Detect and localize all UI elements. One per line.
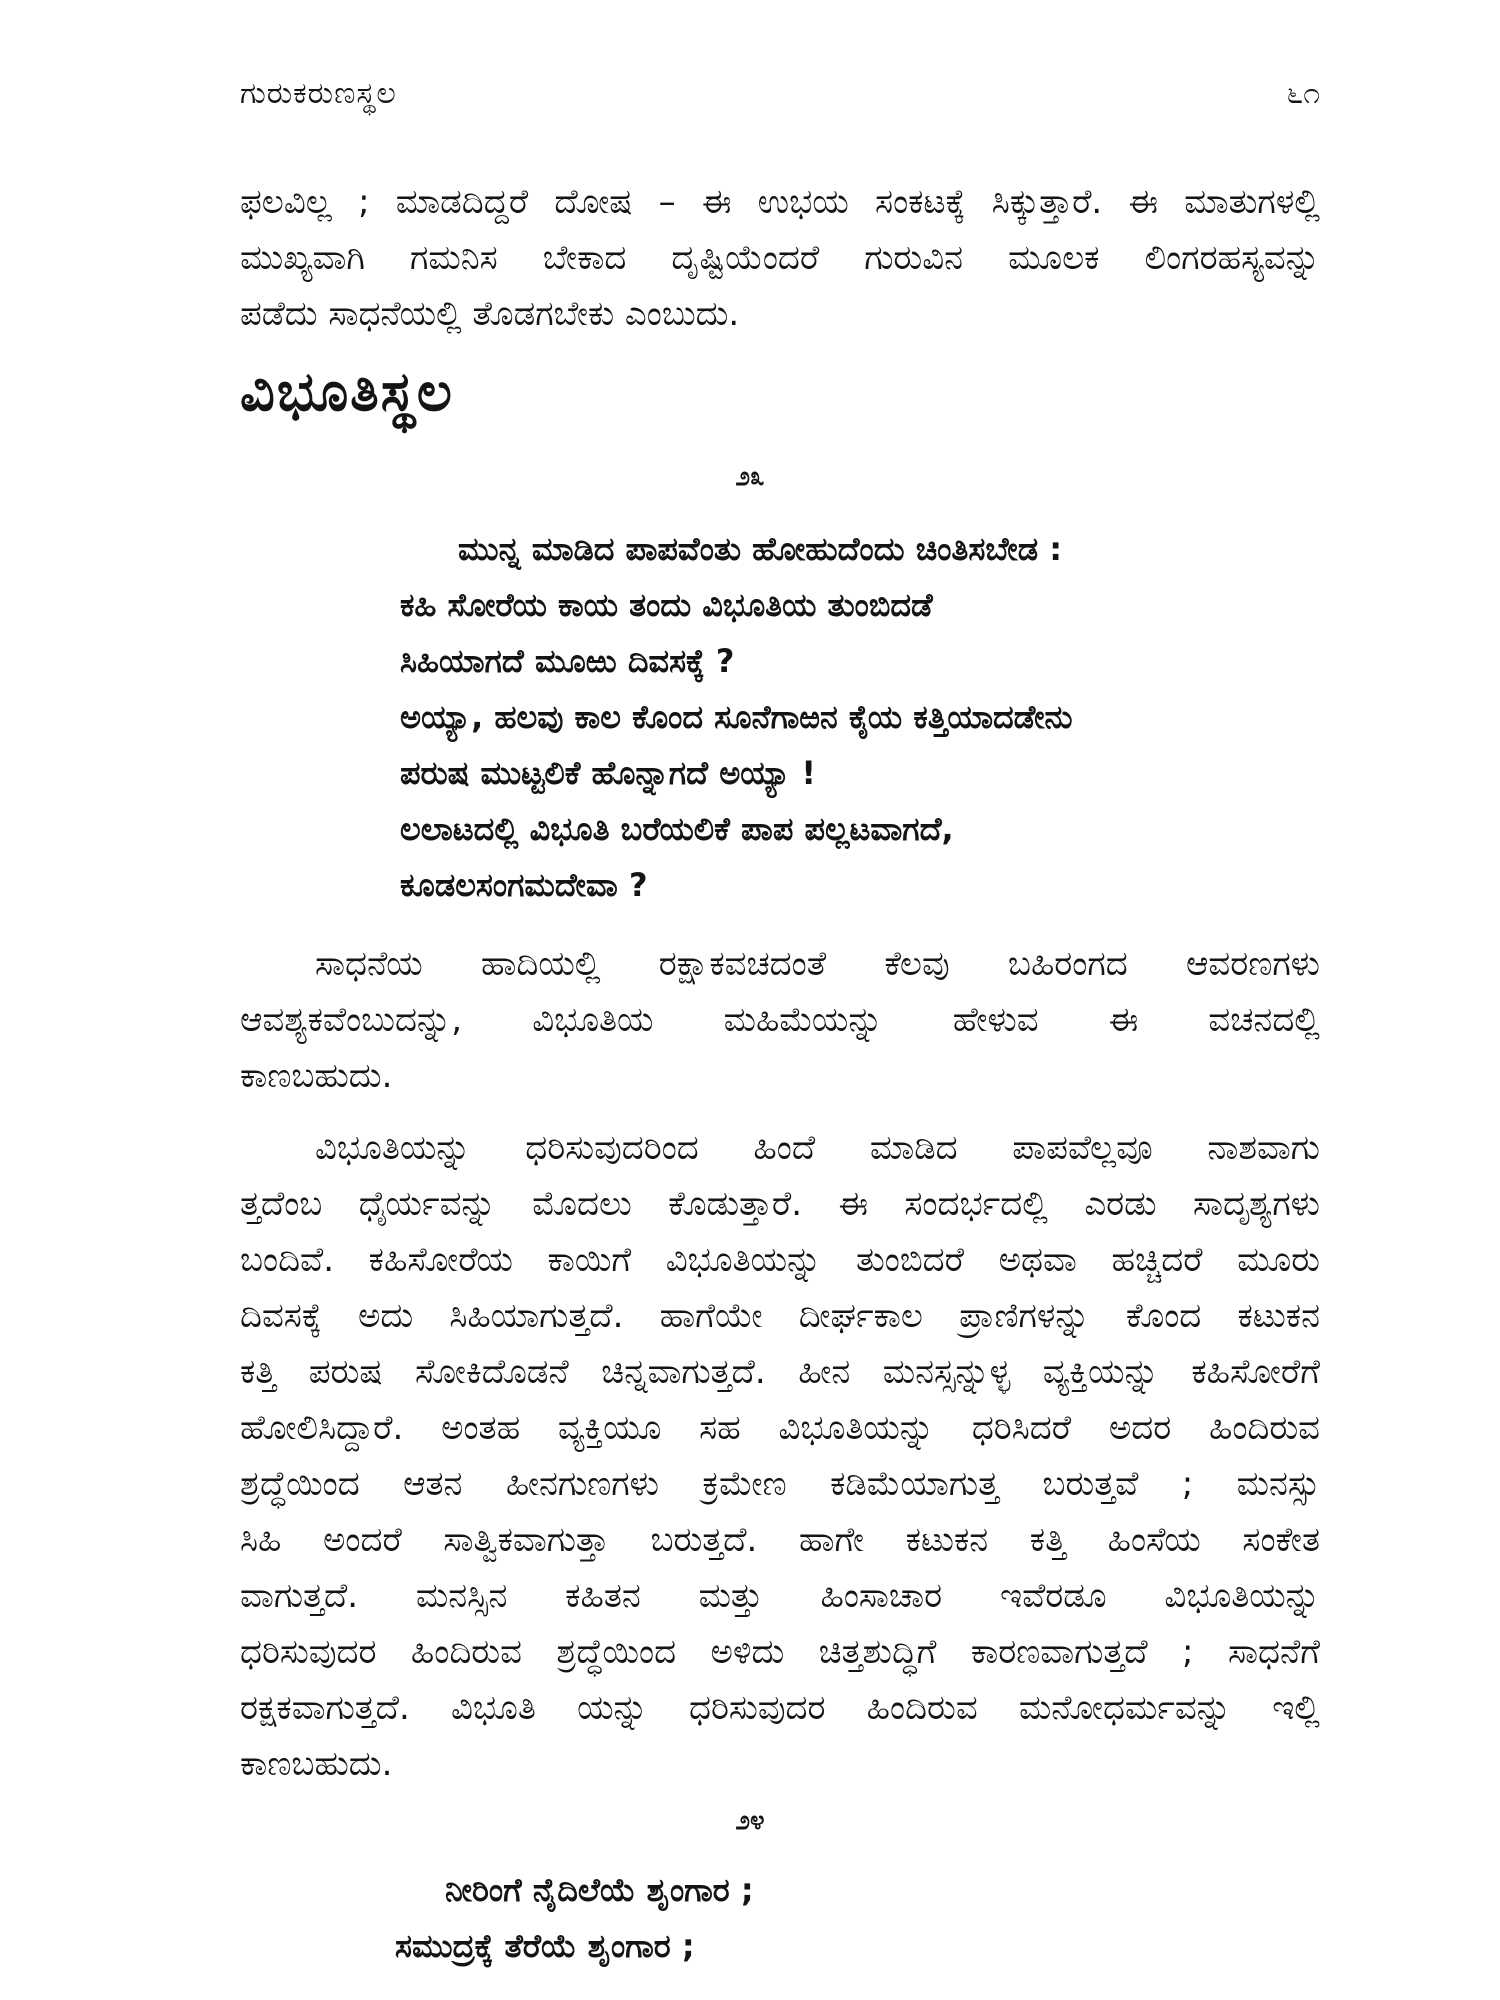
para2-line-7: ಶ್ರದ್ಧೆಯಿಂದ ಆತನ ಹೀನಗುಣಗಳು ಕ್ರಮೇಣ ಕಡಿಮೆಯಾಗುತ್ತ ಬರುತ್ತವೆ ; ಮನಸ್ಸು <box>240 1464 1320 1504</box>
para2-line-6: ಹೋಲಿಸಿದ್ದಾರೆ. ಅಂತಹ ವ್ಯಕ್ತಿಯೂ ಸಹ ವಿಭೂತಿಯನ್ನು ಧರಿಸಿದರೆ ಅದರ ಹಿಂದಿರುವ <box>240 1408 1320 1448</box>
para2-line-9: ವಾಗುತ್ತದೆ. ಮನಸ್ಸಿನ ಕಹಿತನ ಮತ್ತು ಹಿಂಸಾಚಾರ ಇವೆರಡೂ ವಿಭೂತಿಯನ್ನು <box>240 1576 1320 1616</box>
para2-line-12: ಕಾಣಬಹುದು. <box>240 1744 393 1784</box>
vachana-number-24: ೨೪ <box>735 1806 765 1836</box>
vachana-23-line-1: ಮುನ್ನ ಮಾಡಿದ ಪಾಪವೆಂತು ಹೋಹುದೆಂದು ಚಿಂತಿಸಬೇಡ : <box>458 530 1063 568</box>
vachana-24-line-1: ನೀರಿಂಗೆ ನೈದಿಲೆಯೆ ಶೃಂಗಾರ ; <box>445 1871 754 1909</box>
page-number: ೬೧ <box>1286 76 1320 111</box>
para1-line-1: ಸಾಧನೆಯ ಹಾದಿಯಲ್ಲಿ ರಕ್ಷಾಕವಚದಂತೆ ಕೆಲವು ಬಹಿರಂಗದ ಆವರಣಗಳು <box>315 944 1320 984</box>
vachana-23-line-5: ಪರುಷ ಮುಟ್ಟಲಿಕೆ ಹೊನ್ನಾಗದೆ ಅಯ್ಯಾ ! <box>400 754 817 792</box>
para2-line-8: ಸಿಹಿ ಅಂದರೆ ಸಾತ್ವಿಕವಾಗುತ್ತಾ ಬರುತ್ತದೆ. ಹಾಗೇ ಕಟುಕನ ಕತ್ತಿ ಹಿಂಸೆಯ ಸಂಕೇತ <box>240 1520 1320 1560</box>
para1-line-3: ಕಾಣಬಹುದು. <box>240 1056 393 1096</box>
para2-line-10: ಧರಿಸುವುದರ ಹಿಂದಿರುವ ಶ್ರದ್ಧೆಯಿಂದ ಅಳಿದು ಚಿತ್ತಶುದ್ಧಿಗೆ ಕಾರಣವಾಗುತ್ತದೆ ; ಸಾಧನೆಗೆ <box>240 1632 1320 1672</box>
para2-line-11: ರಕ್ಷಕವಾಗುತ್ತದೆ. ವಿಭೂತಿ ಯನ್ನು ಧರಿಸುವುದರ ಹಿಂದಿರುವ ಮನೋಧರ್ಮವನ್ನು ಇಲ್ಲಿ <box>240 1688 1320 1728</box>
vachana-23-line-4: ಅಯ್ಯಾ, ಹಲವು ಕಾಲ ಕೊಂದ ಸೂನೆಗಾಱನ ಕೈಯ ಕತ್ತಿಯಾದಡೇನು <box>400 698 1073 736</box>
intro-line-2: ಮುಖ್ಯವಾಗಿ ಗಮನಿಸ ಬೇಕಾದ ದೃಷ್ಟಿಯೆಂದರೆ ಗುರುವಿನ ಮೂಲಕ ಲಿಂಗರಹಸ್ಯವನ್ನು <box>240 238 1320 278</box>
vachana-23-line-7: ಕೂಡಲಸಂಗಮದೇವಾ ? <box>400 866 648 904</box>
para2-line-5: ಕತ್ತಿ ಪರುಷ ಸೋಕಿದೊಡನೆ ಚಿನ್ನವಾಗುತ್ತದೆ. ಹೀನ ಮನಸ್ಸನ್ನುಳ್ಳ ವ್ಯಕ್ತಿಯನ್ನು ಕಹಿಸೋರೆಗೆ <box>240 1352 1320 1392</box>
intro-line-3: ಪಡೆದು ಸಾಧನೆಯಲ್ಲಿ ತೊಡಗಬೇಕು ಎಂಬುದು. <box>240 294 740 334</box>
para2-line-1: ವಿಭೂತಿಯನ್ನು ಧರಿಸುವುದರಿಂದ ಹಿಂದೆ ಮಾಡಿದ ಪಾಪವೆಲ್ಲವೂ ನಾಶವಾಗು <box>315 1128 1320 1168</box>
vachana-23-line-3: ಸಿಹಿಯಾಗದೆ ಮೂಱು ದಿವಸಕ್ಕೆ ? <box>400 642 735 680</box>
vachana-number-23: ೨೩ <box>735 462 765 492</box>
para2-line-4: ದಿವಸಕ್ಕೆ ಅದು ಸಿಹಿಯಾಗುತ್ತದೆ. ಹಾಗೆಯೇ ದೀರ್ಘಕಾಲ ಪ್ರಾಣಿಗಳನ್ನು ಕೊಂದ ಕಟುಕನ <box>240 1296 1320 1336</box>
vachana-23-line-6: ಲಲಾಟದಲ್ಲಿ ವಿಭೂತಿ ಬರೆಯಲಿಕೆ ಪಾಪ ಪಲ್ಲಟವಾಗದೆ, <box>400 810 954 848</box>
vachana-23-line-2: ಕಹಿ ಸೋರೆಯ ಕಾಯ ತಂದು ವಿಭೂತಿಯ ತುಂಬಿದಡೆ <box>400 586 933 624</box>
para2-line-2: ತ್ತದೆಂಬ ಧೈರ್ಯವನ್ನು ಮೊದಲು ಕೊಡುತ್ತಾರೆ. ಈ ಸಂದರ್ಭದಲ್ಲಿ ಎರಡು ಸಾದೃಶ್ಯಗಳು <box>240 1184 1320 1224</box>
vachana-24-line-2: ಸಮುದ್ರಕ್ಕೆ ತೆರೆಯೆ ಶೃಂಗಾರ ; <box>395 1927 695 1965</box>
running-head: ಗುರುಕರುಣಸ್ಥಲ <box>240 76 397 111</box>
para1-line-2: ಆವಶ್ಯಕವೆಂಬುದನ್ನು, ವಿಭೂತಿಯ ಮಹಿಮೆಯನ್ನು ಹೇಳುವ ಈ ವಚನದಲ್ಲಿ <box>240 1000 1320 1040</box>
intro-line-1: ಫಲವಿಲ್ಲ ; ಮಾಡದಿದ್ದರೆ ದೋಷ – ಈ ಉಭಯ ಸಂಕಟಕ್ಕೆ ಸಿಕ್ಕುತ್ತಾರೆ. ಈ ಮಾತುಗಳಲ್ಲಿ <box>240 182 1320 222</box>
para2-line-3: ಬಂದಿವೆ. ಕಹಿಸೋರೆಯ ಕಾಯಿಗೆ ವಿಭೂತಿಯನ್ನು ತುಂಬಿದರೆ ಅಥವಾ ಹಚ್ಚಿದರೆ ಮೂರು <box>240 1240 1320 1280</box>
section-heading: ವಿಭೂತಿಸ್ಥಲ <box>240 360 454 423</box>
